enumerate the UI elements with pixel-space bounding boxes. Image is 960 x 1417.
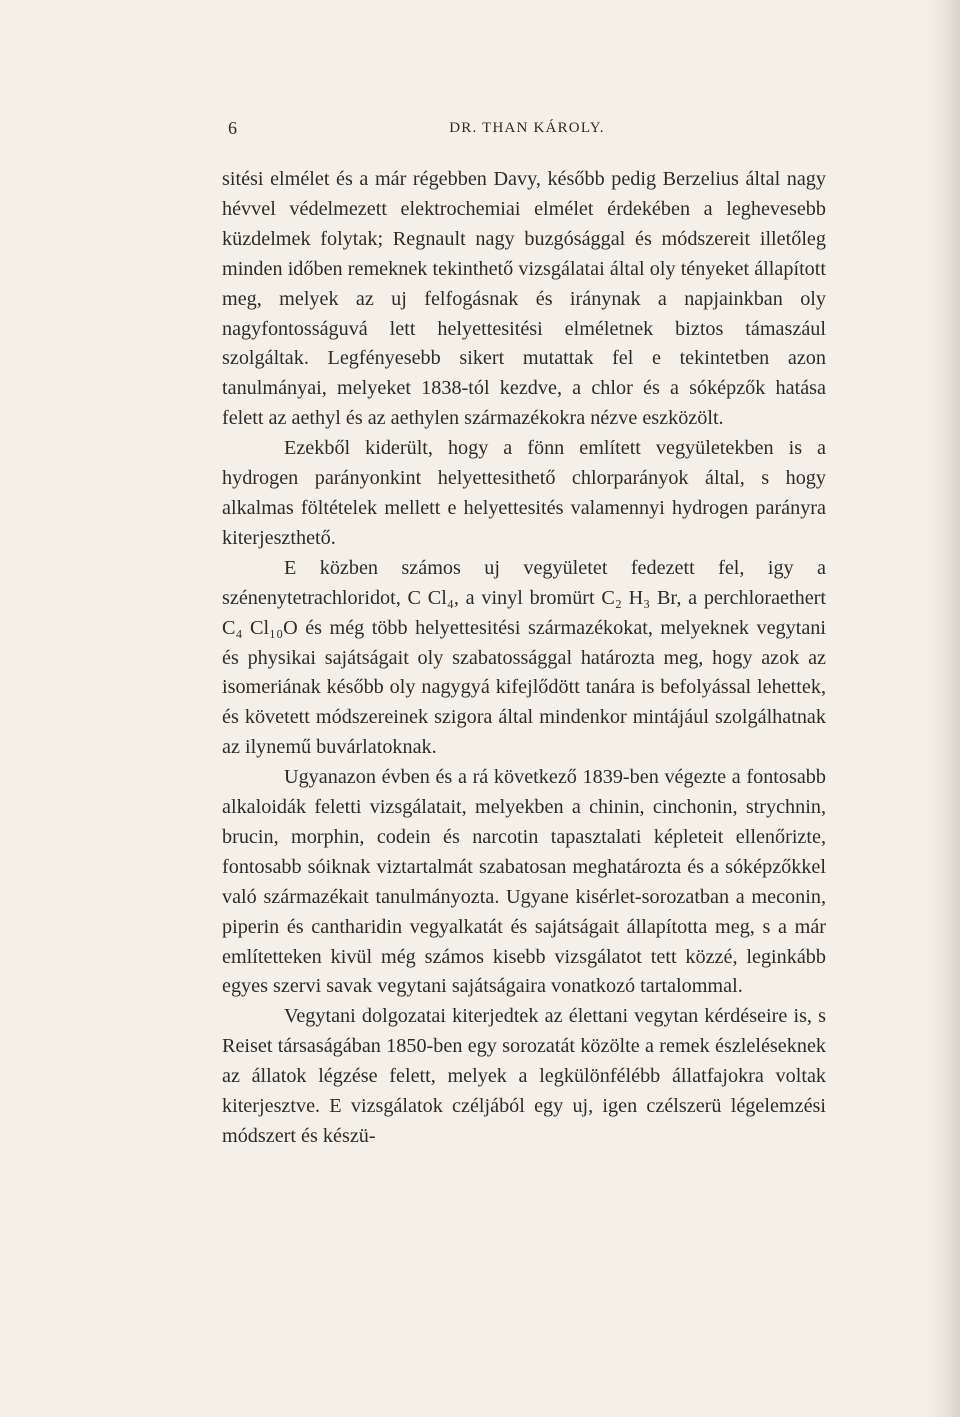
paragraph-4: Ugyanazon évben és a rá következő 1839-ben végezte a fontosabb alkaloidák feletti vizsgálatait, melyekben a chinin, cinchonin, strychnin, brucin, morphin, codein és narcotin tapasztalati képleteit ellenőrizte, fontosabb sóiknak viztartalmát szabatosan meghatározta és a sóképzőkkel való származékait tanulmányozta. Ugyane kisérlet-sorozatban a meconin, piperin és cantharidin vegyalkatát és sajátságait állapította meg, s a már említetteken kivül még számos kisebb vizsgálatot tett közzé, leginkább egyes szervi savak vegytani sajátságaira vonatkozó tartalommal.: [222, 766, 826, 998]
paragraph-1: sitési elmélet és a már régebben Davy, később pedig Berzelius által nagy hévvel védelmezett elektrochemiai elmélet érdekében a leghevesebb küzdelmek folytak; Regnault nagy buzgósággal és módszereit illetőleg minden időben remeknek tekinthető vizsgálatai által oly tényeket állapított meg, melyek az uj felfogásnak és iránynak a napjainkban oly nagyfontosságuvá lett helyettesitési elméletnek biztos támaszául szolgáltak. Legfényesebb sikert mutattak fel e tekintetben azon tanulmányai, melyeket 1838-tól kezdve, a chlor és a sóképzők hatása felett az aethyl és az aethylen származékokra nézve eszközölt.: [222, 168, 826, 430]
page-edge-shadow: [926, 0, 960, 1417]
paragraph-3: E közben számos uj vegyületet fedezett fel, igy a szénenytetrachloridot, C Cl₄, a vinyl bromürt C₂ H₃ Br, a perchloraethert C₄ Cl₁₀O és még több helyettesitési származékokat, melyeknek vegytani és physikai sajátságait oly szabatossággal határozta meg, hogy azok az isomeriának később oly nagygyá kifejlődött tanára is befolyással lehettek, és követett módszereinek szigora által mindenkor mintájául szolgálhatnak az ilynemű buvárlatoknak.: [222, 556, 826, 759]
page-number: 6: [228, 118, 237, 138]
body-text: [222, 165, 826, 1152]
paragraph-2: Ezekből kiderült, hogy a fönn említett vegyületekben is a hydrogen parányonkint helyettesithető chlorparányok által, s hogy alkalmas föltételek mellett e helyettesités valamennyi hydrogen parányra kiterjeszthető.: [222, 437, 826, 549]
running-head: DR. THAN KÁROLY.: [449, 120, 605, 136]
page-header: [228, 118, 826, 142]
paragraph-5: Vegytani dolgozatai kiterjedtek az élettani vegytan kérdéseire is, s Reiset társaságában 1850-ben egy sorozatát közölte a remek észleléseknek az állatok légzése felett, melyek a legkülönfélébb állatfajokra voltak kiterjesztve. E vizsgálatok czéljából egy uj, igen czélszerü légelemzési módszert és készü-: [222, 1005, 826, 1147]
